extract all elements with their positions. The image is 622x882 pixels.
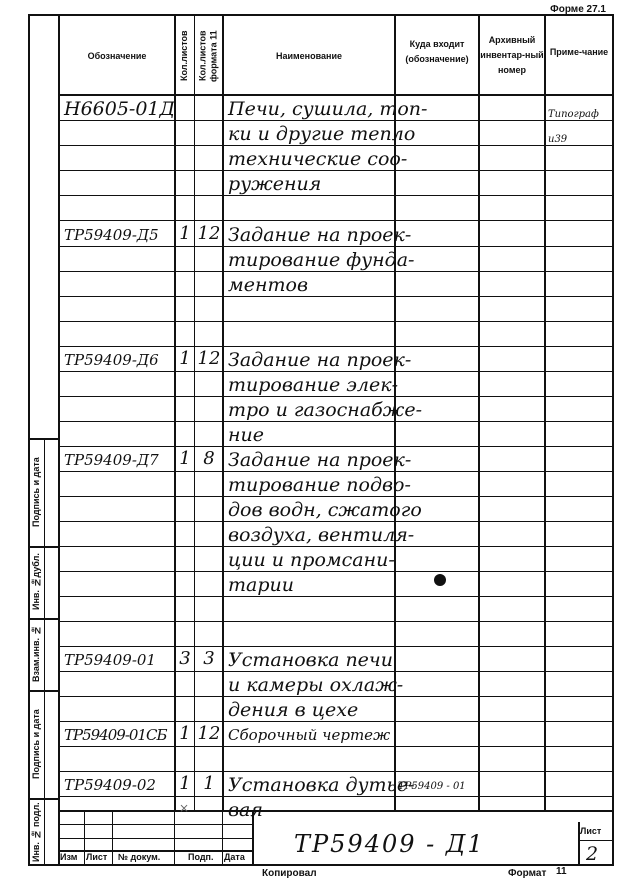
- row-line: [58, 771, 614, 772]
- row-code: ТР59409-Д5: [64, 226, 159, 244]
- row-code: Н6605-01Д: [64, 98, 175, 120]
- header-designation: Обозначение: [87, 50, 147, 61]
- row-name-line: Установка печи: [228, 649, 393, 671]
- row-name-line: вая: [228, 799, 263, 821]
- margin-stamp: [28, 438, 58, 866]
- header-where-used: Куда входит (обозначение): [405, 39, 469, 64]
- row-format-sheets: 12: [197, 348, 221, 369]
- row-name-line: тирование подво-: [228, 474, 411, 496]
- margin-separator: [28, 546, 58, 548]
- title-block-col: [112, 810, 113, 866]
- row-line: [58, 296, 614, 297]
- margin-separator: [28, 690, 58, 692]
- ink-blot: [434, 574, 446, 586]
- row-sheets: 1: [179, 723, 191, 744]
- margin-sign-date-top: Подпись и дата: [31, 457, 41, 527]
- sheet-number: 2: [586, 843, 599, 865]
- tb-label-doc: № докум.: [118, 852, 161, 862]
- row-format-sheets: 12: [197, 223, 221, 244]
- tb-label-sign: Подп.: [188, 852, 214, 862]
- row-line: [58, 446, 614, 447]
- footer-format-value: 11: [556, 866, 567, 877]
- row-name-line: и камеры охлаж-: [228, 674, 404, 696]
- row-line: [58, 621, 614, 622]
- footer-format-label: Формат: [508, 868, 547, 879]
- row-name-line: ментов: [228, 274, 309, 296]
- row-name-line: дения в цехе: [228, 699, 359, 721]
- row-name-line: ружения: [228, 173, 322, 195]
- header-name: Наименование: [275, 50, 343, 61]
- tb-label-list: Лист: [86, 852, 108, 862]
- row-name-line: Установка дутье-: [228, 774, 415, 796]
- title-block-col: [84, 810, 85, 866]
- row-note-line: Типограф: [548, 109, 599, 120]
- row-name-line: технические соо-: [228, 148, 408, 170]
- margin-sign-date-bottom: Подпись и дата: [31, 709, 41, 779]
- margin-inv-dup: Инв. №дубл.: [31, 553, 41, 611]
- row-sheets: 1: [179, 348, 191, 369]
- grid-line: [194, 14, 195, 810]
- header-archive: Архивный инвентар-ный номер: [480, 34, 544, 75]
- row-line: [58, 346, 614, 347]
- row-name-line: ции и промсани-: [228, 549, 395, 571]
- grid-line: [174, 14, 176, 810]
- row-code: ТР59409-01СБ: [64, 726, 167, 744]
- document-code: ТР59409 - Д1: [294, 830, 485, 858]
- row-name-line: Сборочный чертеж: [228, 726, 391, 744]
- tb-label-izm: Изм: [60, 852, 78, 862]
- row-name-line: Задание на проек-: [228, 349, 412, 371]
- title-block-rule: [58, 810, 614, 812]
- row-format-sheets: 1: [203, 773, 215, 794]
- row-line: [58, 195, 614, 196]
- margin-separator: [28, 438, 58, 440]
- grid-line: [58, 14, 60, 866]
- title-block-line: [578, 840, 614, 841]
- margin-divider: [44, 438, 45, 866]
- tb-label-date: Дата: [224, 852, 245, 862]
- row-name-line: Задание на проек-: [228, 449, 412, 471]
- row-format-sheets: 3: [203, 648, 215, 669]
- row-name-line: тирование фунда-: [228, 249, 415, 271]
- row-name-line: воздуха, вентиля-: [228, 524, 415, 546]
- row-name-line: Печи, сушила, топ-: [228, 98, 428, 120]
- row-line: [58, 220, 614, 221]
- header-sheets: Кол.листов: [179, 30, 189, 82]
- margin-replace-inv: Взам.инв. №: [31, 625, 41, 683]
- margin-separator: [28, 618, 58, 620]
- form-number: Форме 27.1: [550, 4, 606, 15]
- row-name-line: дов водн, сжатого: [228, 499, 422, 521]
- header-sheets-format: Кол.листов формата 11: [197, 30, 219, 82]
- row-sheets: 1: [179, 448, 191, 469]
- grid-line: [478, 14, 480, 810]
- row-name-line: тро и газоснабже-: [228, 399, 423, 421]
- row-sheets: 3: [179, 648, 191, 669]
- row-name-line: Задание на проек-: [228, 224, 412, 246]
- grid-line: [544, 14, 546, 810]
- row-format-sheets: 8: [203, 448, 215, 469]
- row-code: ТР59409-01: [64, 651, 156, 669]
- row-code: ТР59409-Д7: [64, 451, 159, 469]
- row-note-line: и39: [548, 134, 568, 145]
- header-rule: [58, 94, 614, 96]
- row-code: ТР59409-Д6: [64, 351, 159, 369]
- sheet-label: Лист: [580, 826, 602, 836]
- row-format-sheets: 12: [197, 723, 221, 744]
- row-name-line: тирование элек-: [228, 374, 399, 396]
- cross-mark: ×: [178, 801, 190, 815]
- row-name-line: ки и другие тепло: [228, 123, 416, 145]
- title-block-col: [222, 810, 223, 866]
- margin-inv-orig: Инв. № подл.: [31, 802, 41, 862]
- header-note: Приме-чание: [549, 46, 609, 57]
- row-name-line: ние: [228, 424, 264, 446]
- grid-line: [222, 14, 224, 810]
- row-line: [58, 321, 614, 322]
- row-line: [58, 596, 614, 597]
- footer-copied: Копировал: [262, 868, 317, 879]
- row-line: [58, 646, 614, 647]
- row-name-line: тарии: [228, 574, 294, 596]
- row-sheets: 1: [179, 223, 191, 244]
- row-where-used: ТР59409 - 01: [398, 781, 466, 792]
- row-sheets: 1: [179, 773, 191, 794]
- row-code: ТР59409-02: [64, 776, 156, 794]
